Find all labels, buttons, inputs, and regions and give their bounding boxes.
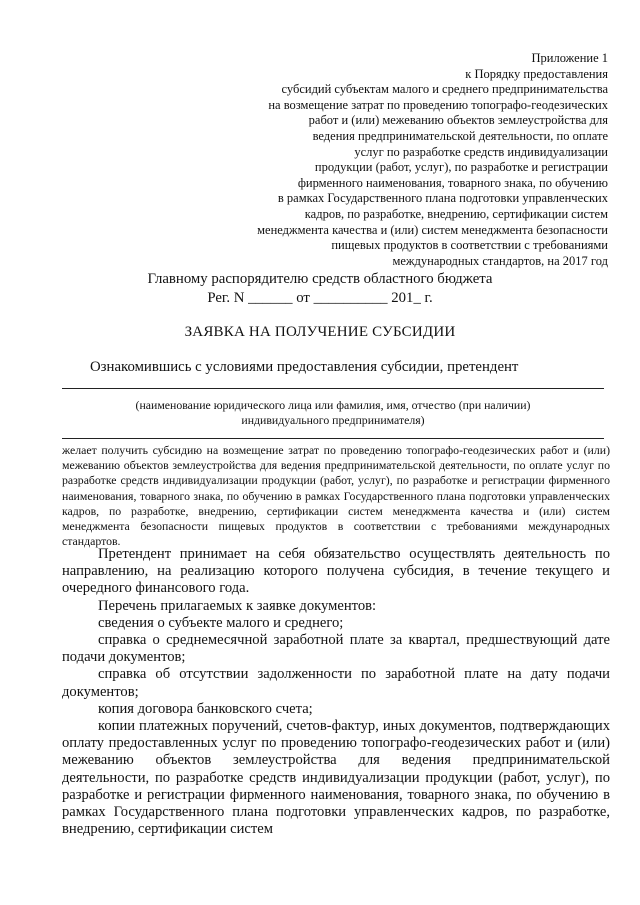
applicant-name-line-2 [62, 438, 604, 439]
field-caption [62, 398, 604, 428]
field-caption-line: индивидуального предпринимателя) [241, 413, 425, 427]
documents-heading: Перечень прилагаемых к заявке документов: [98, 597, 377, 614]
document-item: копии платежных поручений, счетов-фактур, иных документов, подтверждающих оплату предоставленных услуг по проведению топографо-геодезических работ и (или) межеванию объектов землеустройства для ведения предпринимательской деятельности, по разработке средств индивидуализации продукции (работ, услуг), по разработке и регистрации фирменного наименования, товарного знака, по обучению в рамках Государственного плана подготовки управленческих кадров, по разработке, внедрению, сертификации систем [62, 718, 610, 838]
document-item: справка об отсутствии задолженности по заработной плате на дату подачи документов; [62, 666, 610, 700]
obligation-paragraph: Претендент принимает на себя обязательство осуществлять деятельность по направлению, на реализацию которого получена субсидия, в течение текущего и очередного финансового года. [62, 546, 610, 597]
appendix-line: продукции (работ, услуг), по разработке и регистрации [314, 160, 608, 175]
appendix-header [188, 51, 608, 269]
appendix-line: на возмещение затрат по проведению топографо-геодезических [268, 97, 608, 112]
appendix-line: Приложение 1 [531, 51, 608, 65]
appendix-line: пищевых продуктов в соответствии с требованиями [331, 238, 608, 253]
document-item: справка о среднемесячной заработной плате за квартал, предшествующий дате подачи документов; [62, 632, 610, 666]
document-item: копия договора банковского счета; [98, 700, 313, 717]
document-title: ЗАЯВКА НА ПОЛУЧЕНИЕ СУБСИДИИ [184, 324, 456, 340]
appendix-line: к Порядку предоставления [465, 66, 608, 81]
appendix-line: международных стандартов, на 2017 год [392, 253, 608, 268]
appendix-line: кадров, по разработке, внедрению, сертификации систем [304, 206, 608, 221]
document-item: сведения о субъекте малого и среднего; [98, 614, 344, 631]
registration-line: Рег. N ______ от __________ 201_ г. [207, 290, 433, 306]
appendix-line: услуг по разработке средств индивидуализации [354, 144, 608, 159]
appendix-line: субсидий субъектам малого и среднего предпринимательства [281, 82, 608, 97]
desire-paragraph: желает получить субсидию на возмещение затрат по проведению топографо-геодезических работ и (или) межеванию объектов землеустройства для ведения предпринимательской деятельности, по оплате услуг по разработке средств индивидуализации продукции (работ, услуг), по разработке и регистрации фирменного наименования, товарного знака, по обучению в рамках Государственного плана подготовки управленческих кадров, по разработке, внедрению, сертификации систем менеджмента качества и (или) систем менеджмента безопасности пищевых продуктов в соответствии с требованиями международных стандартов. [62, 443, 610, 549]
intro-line: Ознакомившись с условиями предоставления субсидии, претендент [90, 359, 519, 375]
document-body [62, 546, 610, 838]
field-caption-line: (наименование юридического лица или фамилия, имя, отчество (при наличии) [135, 398, 531, 412]
applicant-name-line [62, 388, 604, 389]
appendix-line: менеджмента качества и (или) систем менеджмента безопасности [257, 222, 608, 237]
appendix-line: ведения предпринимательской деятельности, по оплате [312, 128, 608, 143]
appendix-line: в рамках Государственного плана подготовки управленческих [277, 191, 608, 206]
appendix-line: фирменного наименования, товарного знака, по обучению [297, 175, 608, 190]
addressee-line: Главному распорядителю средств областного бюджета [147, 271, 493, 287]
appendix-line: работ и (или) межеванию объектов землеустройства для [308, 113, 608, 128]
